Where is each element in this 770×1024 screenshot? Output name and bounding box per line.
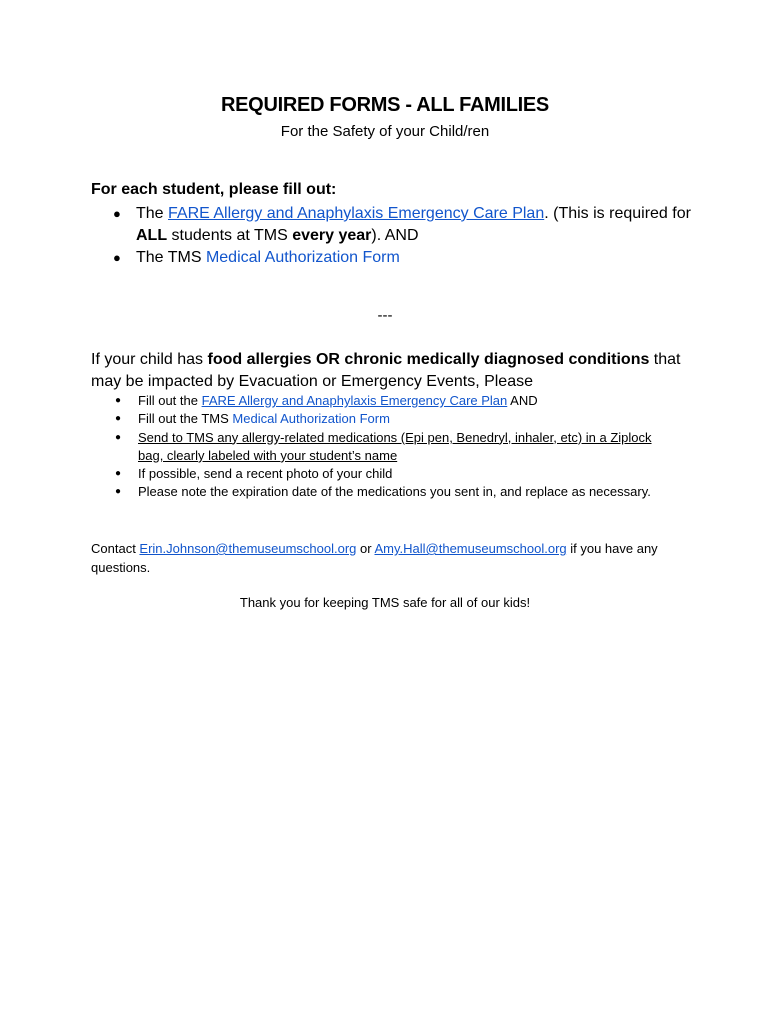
emphasis-every-year: every year — [292, 227, 372, 244]
intro-text: If your child has — [91, 351, 208, 368]
item-text: ). AND — [371, 227, 419, 244]
item-text: students at TMS — [167, 227, 293, 244]
item-text: Please note the expiration date of the medications you sent in, and replace as necessary. — [138, 484, 651, 500]
item-text: . (This is required for — [544, 205, 691, 222]
bullet-icon: ● — [113, 250, 121, 265]
divider: --- — [377, 307, 393, 324]
contact-line — [91, 539, 681, 577]
list-item — [91, 203, 691, 247]
intro-text: that may be impacted by Evacuation or Emergency Events, Please — [91, 351, 681, 390]
list-item — [91, 392, 661, 410]
email-link-erin[interactable]: Erin.Johnson@themuseumschool.org — [139, 541, 357, 556]
bullet-icon: ● — [115, 413, 122, 425]
fare-care-plan-link[interactable]: FARE Allergy and Anaphylaxis Emergency Care Plan — [168, 205, 545, 222]
email-link-amy[interactable]: Amy.Hall@themuseumschool.org — [374, 541, 567, 556]
intro-emphasis: food allergies OR chronic medically diagnosed conditions — [207, 351, 650, 368]
bullet-icon: ● — [115, 431, 122, 443]
list-item — [91, 410, 661, 428]
page-subtitle: For the Safety of your Child/ren — [280, 123, 490, 140]
contact-suffix: if you have any questions. — [91, 541, 658, 575]
list-item — [91, 429, 661, 466]
thank-you-note: Thank you for keeping TMS safe for all of our kids! — [239, 595, 531, 610]
item-text: If possible, send a recent photo of your child — [138, 466, 393, 482]
item-prefix: The — [136, 205, 169, 222]
list-item — [91, 247, 691, 269]
bullet-icon: ● — [115, 395, 122, 406]
section-heading: For each student, please fill out: — [91, 181, 337, 198]
fare-care-plan-link[interactable]: FARE Allergy and Anaphylaxis Emergency Care Plan — [201, 393, 508, 408]
list-item — [91, 483, 661, 501]
emphasis-all: ALL — [136, 227, 168, 244]
medical-authorization-form-link[interactable]: Medical Authorization Form — [232, 411, 390, 427]
item-suffix: AND — [507, 393, 538, 408]
item-prefix: Fill out the — [138, 393, 202, 408]
section-intro — [91, 349, 681, 393]
item-text: Send to TMS any allergy-related medications (Epi pen, Benedryl, inhaler, etc) in a Ziplock bag, clearly labeled with your student’s name — [138, 429, 652, 463]
item-prefix: Fill out the TMS — [138, 411, 233, 427]
contact-middle: or — [356, 541, 375, 556]
page-title: REQUIRED FORMS - ALL FAMILIES — [221, 94, 549, 116]
instructions-list — [91, 392, 661, 502]
required-forms-list — [91, 203, 691, 269]
bullet-icon: ● — [115, 486, 122, 498]
item-prefix: The TMS — [136, 249, 206, 266]
bullet-icon: ● — [113, 206, 121, 221]
bullet-icon: ● — [115, 468, 122, 480]
medical-authorization-form-link[interactable]: Medical Authorization Form — [205, 249, 400, 266]
contact-prefix: Contact — [91, 541, 140, 556]
list-item — [91, 465, 661, 483]
